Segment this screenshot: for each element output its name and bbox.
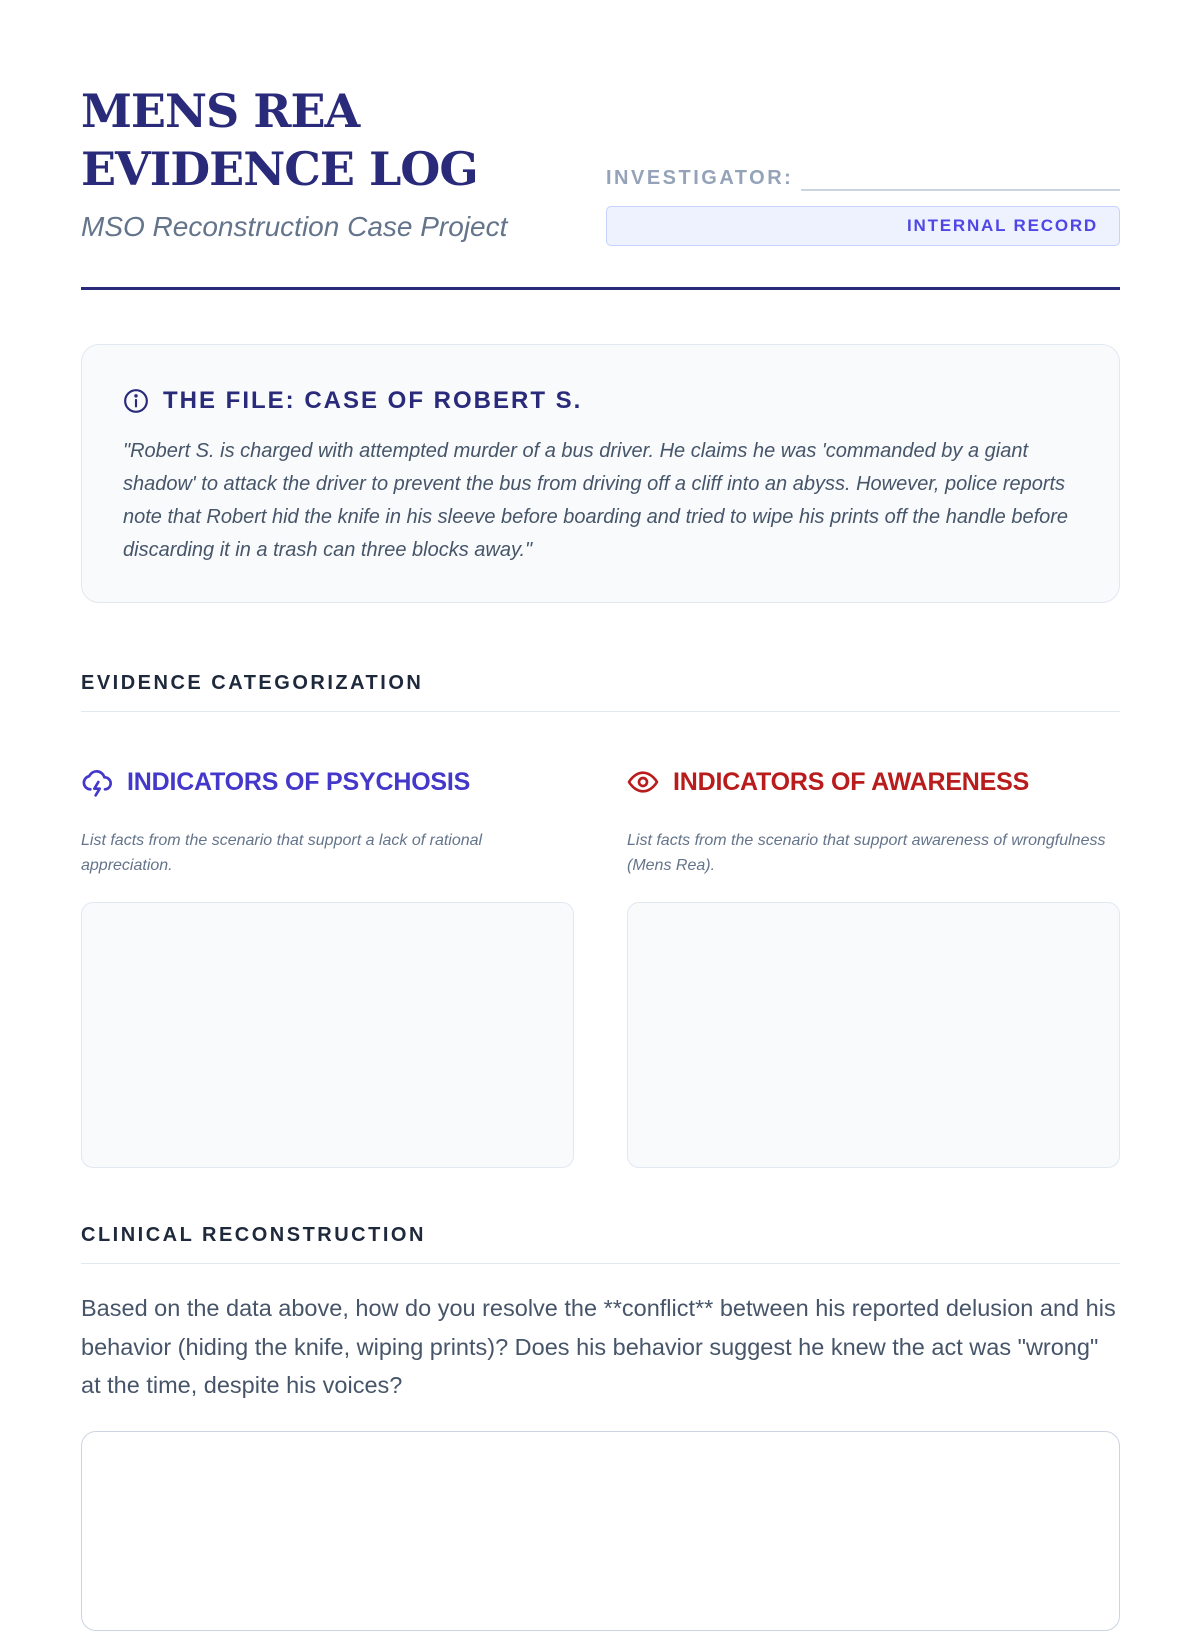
reconstruction-section-divider	[81, 1263, 1120, 1264]
awareness-column	[627, 762, 1120, 878]
psychosis-instruction: List facts from the scenario that support a lack of rational appreciation.	[81, 832, 483, 874]
header	[81, 0, 1120, 290]
page-title: MENS REA EVIDENCE LOG	[81, 84, 478, 196]
psychosis-title: INDICATORS OF PSYCHOSIS	[127, 767, 471, 796]
psychosis-input-box[interactable]	[81, 902, 574, 1168]
reconstruction-question: Based on the data above, how do you resolve the **conflict** between his reported delusion and his behavior (hiding the knife, wiping prints)? Does his behavior suggest he knew the act was "wrong" at the time, despite his voices?	[81, 1295, 1116, 1398]
psychosis-column	[81, 762, 574, 878]
info-icon	[123, 388, 149, 414]
header-divider	[81, 287, 1120, 290]
evidence-log-page	[81, 0, 1120, 1398]
awareness-heading	[627, 762, 1120, 802]
investigator-field	[606, 163, 1120, 193]
case-scenario-text: "Robert S. is charged with attempted murder of a bus driver. He claims he was 'commanded by a giant shadow' to attack the driver to prevent the bus from driving off a cliff into an abyss. However, police reports note that Robert hid the knife in his sleeve before boarding and tried to wipe his prints off the handle before discarding it in a trash can three blocks away."	[123, 440, 1069, 561]
case-file-box	[81, 344, 1120, 603]
case-title: THE FILE: CASE OF ROBERT S.	[163, 387, 583, 414]
investigator-input[interactable]	[801, 189, 1120, 191]
internal-record-badge: INTERNAL RECORD	[606, 206, 1120, 246]
awareness-input-box[interactable]	[627, 902, 1120, 1168]
reconstruction-answer-box[interactable]	[81, 1431, 1120, 1631]
awareness-title: INDICATORS OF AWARENESS	[673, 767, 1030, 796]
reconstruction-section-heading: CLINICAL RECONSTRUCTION	[81, 1224, 426, 1246]
eye-icon	[627, 766, 659, 798]
brain-storm-icon	[81, 766, 113, 798]
investigator-label: INVESTIGATOR:	[606, 167, 794, 189]
evidence-section-heading: EVIDENCE CATEGORIZATION	[81, 672, 424, 694]
awareness-instruction: List facts from the scenario that support awareness of wrongfulness (Mens Rea).	[627, 832, 1106, 874]
page-subtitle: MSO Reconstruction Case Project	[81, 211, 508, 242]
psychosis-heading	[81, 762, 574, 802]
case-heading	[123, 387, 582, 415]
evidence-section-divider	[81, 711, 1120, 712]
